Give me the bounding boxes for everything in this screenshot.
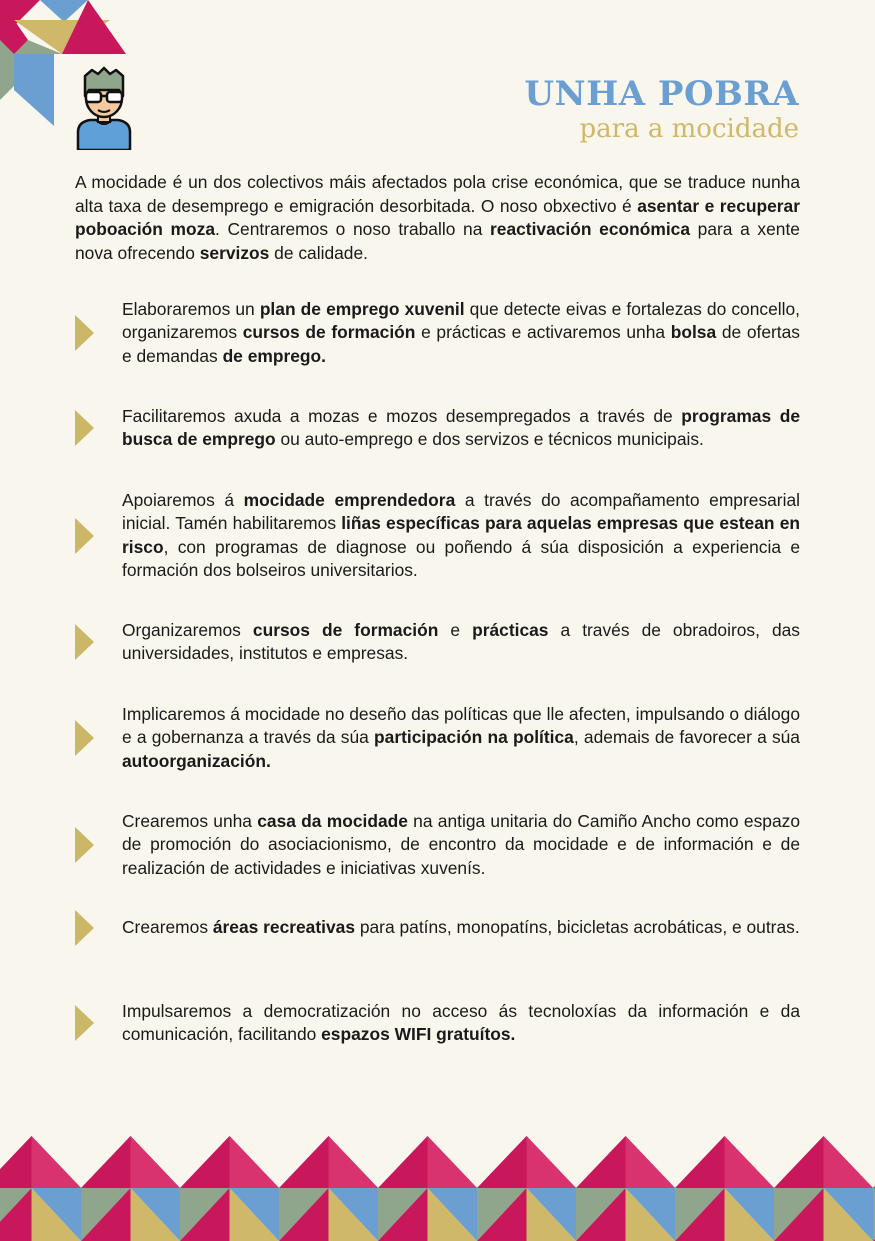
proposal-text <box>122 916 800 939</box>
bold-text: casa da mocidade <box>257 811 408 831</box>
arrow-bullet-icon <box>75 624 94 660</box>
text-run: de ofertas e demandas <box>122 322 800 366</box>
text-run: e <box>438 620 473 640</box>
arrow-bullet-icon <box>75 518 94 554</box>
text-run: na antiga unitaria do Camiño Ancho como espazo de promoción do asociacionismo, de encontro da mocidade e de información e de realización de actividades e iniciativas xuvenís. <box>122 811 800 878</box>
text-run: Crearemos <box>122 917 213 937</box>
text-run: Organizaremos <box>122 620 253 640</box>
text-run: Apoiaremos á <box>122 490 244 510</box>
young-person-avatar-icon <box>72 66 136 150</box>
text-run: Impulsaremos a democratización no acceso ás tecnoloxías da información e da comunicación, facilitando <box>122 1001 800 1045</box>
text-run: Elaboraremos un <box>122 299 260 319</box>
proposal-item <box>75 810 800 880</box>
text-run: e prácticas e activaremos unha <box>415 322 671 343</box>
bold-text: liñas específicas para aquelas empresas que estean en risco <box>122 513 800 557</box>
bold-text: cursos de formación <box>242 322 416 343</box>
text-run: Crearemos unha <box>122 811 258 831</box>
intro-paragraph <box>75 171 800 265</box>
proposal-text <box>122 1000 800 1047</box>
text-run: A mocidade é un dos colectivos máis afectados pola crise económica, que se traduce nunha alta taxa de desemprego e emigración desorbitada. O noso obxectivo é <box>75 172 800 216</box>
proposal-item <box>75 916 800 939</box>
text-run: ou auto-emprego e dos servizos e técnicos municipais. <box>275 429 704 450</box>
bold-text: áreas recreativas <box>212 917 355 937</box>
arrow-bullet-icon <box>75 410 94 446</box>
arrow-bullet-icon <box>75 910 94 946</box>
text-run: para a xente nova ofrecendo <box>75 219 800 263</box>
arrow-bullet-icon <box>75 1005 94 1041</box>
proposal-item <box>75 1000 800 1047</box>
bottom-decoration <box>0 1136 875 1241</box>
proposal-item <box>75 489 800 582</box>
bold-text: asentar e recuperar poboación moza <box>75 195 800 239</box>
proposal-text <box>122 489 800 582</box>
bold-text: bolsa <box>670 322 717 343</box>
text-run: , con programas de diagnose ou poñendo á súa disposición a experiencia e formación dos bolseiros universitarios. <box>122 536 800 580</box>
proposal-item <box>75 405 800 452</box>
title-block <box>524 74 799 144</box>
proposal-item <box>75 298 800 368</box>
text-run: a través do acompañamento empresarial inicial. Tamén habilitaremos <box>122 490 800 534</box>
proposal-text <box>122 298 800 368</box>
bold-text: de emprego. <box>222 345 326 366</box>
arrow-bullet-icon <box>75 315 94 351</box>
text-run: Implicaremos á mocidade no deseño das políticas que lle afecten, impulsando o diálogo e a gobernanza a través da súa <box>122 704 800 748</box>
bold-text: servizos <box>199 242 270 263</box>
page-title: UNHA POBRA <box>524 74 799 114</box>
text-run: Facilitaremos axuda a mozas e mozos desempregados a través de <box>122 406 682 426</box>
bold-text: programas de busca de emprego <box>122 406 800 450</box>
bold-text: espazos WIFI gratuítos. <box>321 1024 516 1045</box>
bold-text: cursos de formación <box>252 620 439 640</box>
bold-text: participación na política <box>374 727 574 748</box>
proposal-text <box>122 619 800 666</box>
bold-text: mocidade emprendedora <box>243 490 456 510</box>
arrow-bullet-icon <box>75 720 94 756</box>
bold-text: reactivación económica <box>490 219 691 239</box>
proposal-text <box>122 703 800 773</box>
text-run: . Centraremos o noso traballo na <box>215 219 491 239</box>
text-run: para patíns, monopatíns, bicicletas acrobáticas, e outras. <box>355 917 800 937</box>
page-subtitle: para a mocidade <box>579 114 799 144</box>
arrow-bullet-icon <box>75 827 94 863</box>
bold-text: plan de emprego xuvenil <box>259 299 465 319</box>
bold-text: autoorganización. <box>122 750 271 771</box>
proposal-text <box>122 810 800 880</box>
text-run: , ademais de favorecer a súa <box>573 727 800 748</box>
text-run: de calidade. <box>269 242 368 263</box>
text-run: a través de obradoiros, das universidades, institutos e empresas. <box>122 620 801 664</box>
proposal-item <box>75 619 800 666</box>
proposal-item <box>75 703 800 773</box>
bold-text: prácticas <box>472 620 549 640</box>
text-run: que detecte eivas e fortalezas do concello, organizaremos <box>122 299 800 343</box>
proposal-text <box>122 405 800 452</box>
